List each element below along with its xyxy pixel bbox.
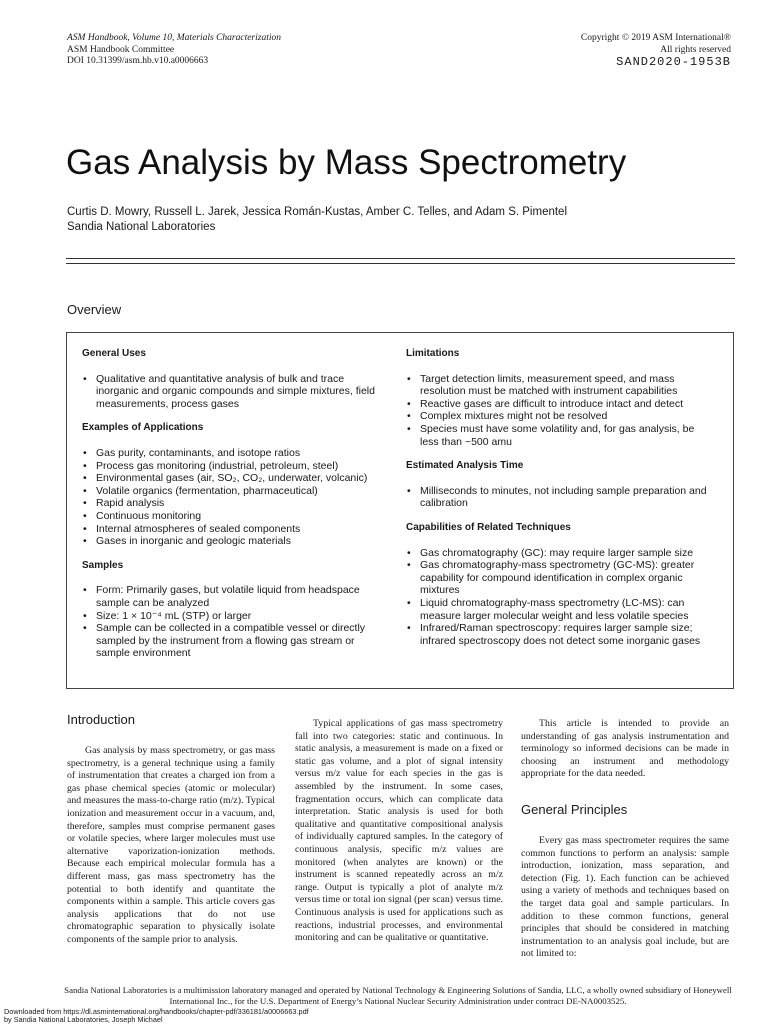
list-item: • Size: 1 × 10⁻⁴ mL (STP) or larger [82, 610, 385, 623]
download-url: Downloaded from https://dl.asminternational.org/handbooks/chapter-pdf/336181/a0006663.pdf [4, 1007, 309, 1016]
introduction-column-3 [521, 718, 729, 781]
title-rule-top [66, 258, 735, 259]
general-principles-column [521, 835, 729, 961]
list-item: • Reactive gases are difficult to introduce intact and detect [406, 398, 714, 411]
analysis-time-list [406, 485, 714, 510]
list-item: • Species must have some volatility and, for gas analysis, be less than ~500 amu [406, 423, 714, 448]
related-techniques-list [406, 547, 714, 648]
general-uses-list [82, 373, 385, 411]
limitations-list [406, 373, 714, 449]
samples-list [82, 584, 385, 660]
examples-list [82, 447, 385, 548]
list-item: • Target detection limits, measurement speed, and mass resolution must be matched with instrument capabilities [406, 373, 714, 398]
list-item: • Qualitative and quantitative analysis of bulk and trace inorganic and organic compounds and simple mixtures, field measurements, process gases [82, 373, 385, 411]
general-principles-heading: General Principles [521, 802, 628, 817]
list-item: • Form: Primarily gases, but volatile liquid from headspace sample can be analyzed [82, 584, 385, 609]
sand-number: SAND2020-1953B [616, 55, 731, 69]
samples-heading: Samples [82, 559, 124, 571]
overview-right-column [406, 348, 714, 659]
affiliation: Sandia National Laboratories [67, 221, 216, 233]
copyright-block [581, 33, 731, 69]
examples-heading: Examples of Applications [82, 422, 204, 434]
introduction-heading: Introduction [67, 712, 135, 727]
overview-left-column [82, 348, 385, 672]
download-by: by Sandia National Laboratories, Joseph Michael [4, 1015, 163, 1025]
committee-line: ASM Handbook Committee [67, 44, 175, 55]
introduction-column-2 [295, 718, 503, 945]
intro-paragraph-1: Gas analysis by mass spectrometry, or gas mass spectrometry, is a general technique using a family of instrumentation that creates a charged ion from a gas phase chemical species (atomic or molecular) and measures the mass-to-charge ratio (m/z). Typical ionization and measurement occur in a vacuum, and, therefore, samples must comprise permanent gases or volatile species, where larger molecules must use alternative vaporization-ionization methods. Because each empirical molecular formula has a different mass, gas mass spectrometry has the potential to both identify and quantitate the components within a sample. This article covers gas analysis applications that do not use chromatographic separation to physically isolate components of the sample prior to analysis. [67, 745, 275, 945]
title-rule-bottom [66, 263, 735, 264]
sandia-footnote: Sandia National Laboratories is a multimission laboratory managed and operated by National Technology & Engineering Solutions of Sandia, LLC, a wholly owned subsidiary of Honeywell International Inc., for the U.S. Department of Energy’s National Nuclear Security Administration under contract DE-NA0003525. [64, 985, 732, 1006]
handbook-line: ASM Handbook, Volume 10, Materials Characterization [67, 33, 281, 43]
article-title: Gas Analysis by Mass Spectrometry [66, 143, 627, 182]
list-item: • Internal atmospheres of sealed components [82, 523, 385, 536]
list-item: • Gas chromatography-mass spectrometry (GC-MS): greater capability for compound identification in complex organic mixtures [406, 559, 714, 597]
principles-paragraph-1: Every gas mass spectrometer requires the same common functions to perform an analysis: sample introduction, ionization, mass separation, and detection (Fig. 1). Each function can be achieved using a variety of methods and techniques based on the target data goal and sample particulars. In addition to these common functions, general principles that should be considered in matching instrumentation to an analysis goal include, but are not limited to: [521, 835, 729, 960]
list-item: • Volatile organics (fermentation, pharmaceutical) [82, 485, 385, 498]
list-item: • Process gas monitoring (industrial, petroleum, steel) [82, 460, 385, 473]
author-block [67, 205, 567, 235]
list-item: • Liquid chromatography-mass spectrometry (LC-MS): can measure larger molecular weight and less volatile species [406, 597, 714, 622]
download-notice [4, 1008, 309, 1025]
list-item: • Gas purity, contaminants, and isotope ratios [82, 447, 385, 460]
list-item: • Environmental gases (air, SO₂, CO₂, underwater, volcanic) [82, 472, 385, 485]
overview-box [66, 332, 734, 689]
intro-paragraph-3: This article is intended to provide an understanding of gas analysis instrumentation and terminology so informed decisions can be made in choosing an instrument and methodology appropriate for the data needed. [521, 718, 729, 780]
list-item: • Milliseconds to minutes, not including sample preparation and calibration [406, 485, 714, 510]
copyright-line: Copyright © 2019 ASM International® [580, 33, 731, 43]
running-header [67, 33, 281, 68]
rights-line: All rights reserved [660, 44, 731, 55]
list-item: • Infrared/Raman spectroscopy: requires larger sample size; infrared spectroscopy does not detect some inorganic gases [406, 622, 714, 647]
limitations-heading: Limitations [406, 348, 460, 359]
intro-paragraph-2: Typical applications of gas mass spectrometry fall into two categories: static and continuous. In static analysis, a measurement is made on a fixed or static gas volume, and a plot of signal intensity versus m/z value for each species in the gas is assembled by the instrument. In some cases, fragmentation occurs, which can complicate data interpretation. Static analysis is used for both qualitative and quantitative compositional analysis of individually captured samples. In the category of continuous analysis, specific m/z values are monitored (when analytes are known) or the instrument is scanned repeatedly across an m/z range. Output is typically a plot of analyte m/z versus time or total ion signal (per scan) versus time. Continuous analysis is used for applications such as reactions, industrial processes, and environmental monitoring and can be qualitative or quantitative. [295, 718, 503, 944]
doi-line: DOI 10.31399/asm.hb.v10.a0006663 [67, 56, 209, 66]
list-item: • Complex mixtures might not be resolved [406, 410, 714, 423]
introduction-column-1 [67, 745, 275, 947]
related-techniques-heading: Capabilities of Related Techniques [406, 521, 571, 533]
author-list: Curtis D. Mowry, Russell L. Jarek, Jessica Román-Kustas, Amber C. Telles, and Adam S. Pimentel [67, 206, 568, 218]
list-item: • Gases in inorganic and geologic materials [82, 535, 385, 548]
general-uses-heading: General Uses [82, 348, 146, 359]
analysis-time-heading: Estimated Analysis Time [406, 460, 524, 472]
list-item: • Sample can be collected in a compatible vessel or directly sampled by the instrument from a flowing gas stream or sample environment [82, 622, 385, 660]
list-item: • Rapid analysis [82, 497, 385, 510]
overview-heading: Overview [67, 302, 122, 317]
list-item: • Continuous monitoring [82, 510, 385, 523]
list-item: • Gas chromatography (GC): may require larger sample size [406, 547, 714, 560]
